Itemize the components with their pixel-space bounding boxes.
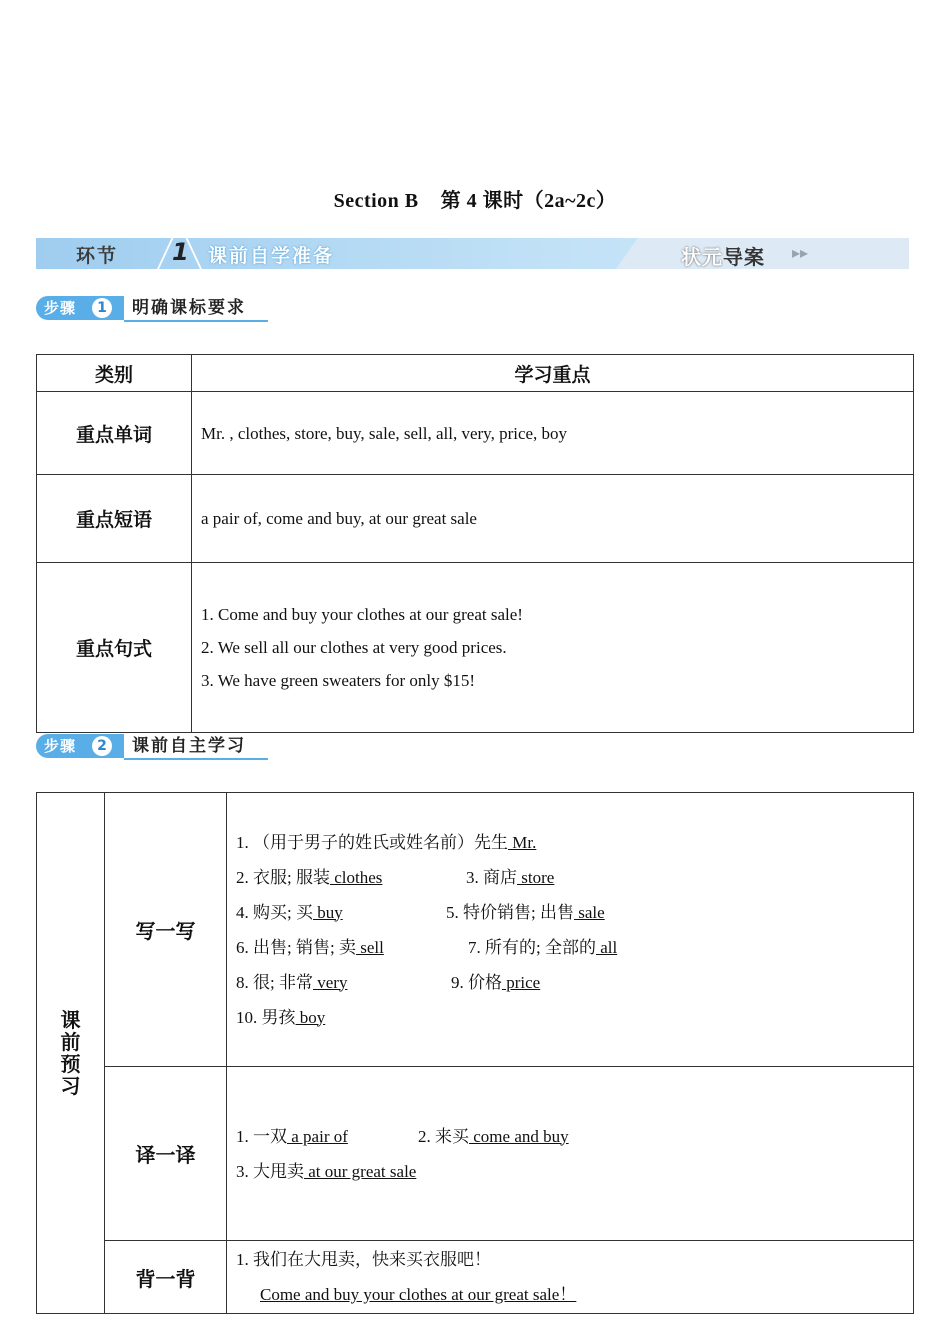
- double-arrow-icon: ▸▸: [792, 243, 809, 262]
- brand-logo: 状元导案: [681, 245, 765, 269]
- step-1-tag: 步骤 1 明确课标要求: [36, 296, 268, 320]
- recite-section: 1. 我们在大甩卖，快来买衣服吧！ Come and buy your clothes at our great sale！: [227, 1241, 914, 1314]
- translate-section: 1. 一双 a pair of 2. 来买 come and buy 3. 大甩卖 at our great sale: [227, 1067, 914, 1241]
- key-phrases: a pair of, come and buy, at our great sale: [192, 475, 914, 563]
- key-sentences: 1. Come and buy your clothes at our great sale! 2. We sell all our clothes at very good prices. 3. We have green sweaters for only $15!: [192, 563, 914, 733]
- key-words: Mr. , clothes, store, buy, sale, sell, all, very, price, boy: [192, 392, 914, 475]
- page-title: Section B 第 4 课时（2a~2c）: [333, 190, 617, 212]
- key-points-table: 类别 学习重点 重点单词 Mr. , clothes, store, buy, sale, sell, all, very, price, boy 重点短语 a pair of, come and buy, at our great sale 重点句式 1. Come and buy your clothes at our great sale! 2. We sell all our clothes at very good prices. 3. We have green sweaters for only $15!: [36, 354, 914, 733]
- section-banner: 环节 1 课前自学准备 状元导案 ▸▸: [36, 238, 909, 269]
- write-section: 1. （用于男子的姓氏或姓名前）先生 Mr. 2. 衣服; 服装 clothes 3. 商店 store 4. 购买; 买 buy 5. 特价销售; 出售 sale 6. 出售; 销售; 卖 sell 7. 所有的; 全部的 all 8. 很; 非常 very 9. 价格 price 10. 男孩 boy: [227, 793, 914, 1067]
- step-2-tag: 步骤 2 课前自主学习: [36, 734, 268, 758]
- preview-table: 课 前 预 习 写一写 1. （用于男子的姓氏或姓名前）先生 Mr. 2. 衣服; 服装 clothes 3. 商店 store 4. 购买; 买 buy 5. 特价销售; 出售 sale 6. 出售; 销售; 卖 sell 7. 所有的; 全部的 all 8. 很; 非常 very 9. 价格 price 10. 男孩 boy 译一译 1. 一双 a pair of 2. 来买 come and buy 3. 大甩卖 at our great sale 背一背 1. 我们在大甩卖，快来买衣服吧！ Come and buy your clothes at our great sale！: [36, 792, 914, 1314]
- preview-label: 课 前 预 习: [37, 793, 105, 1314]
